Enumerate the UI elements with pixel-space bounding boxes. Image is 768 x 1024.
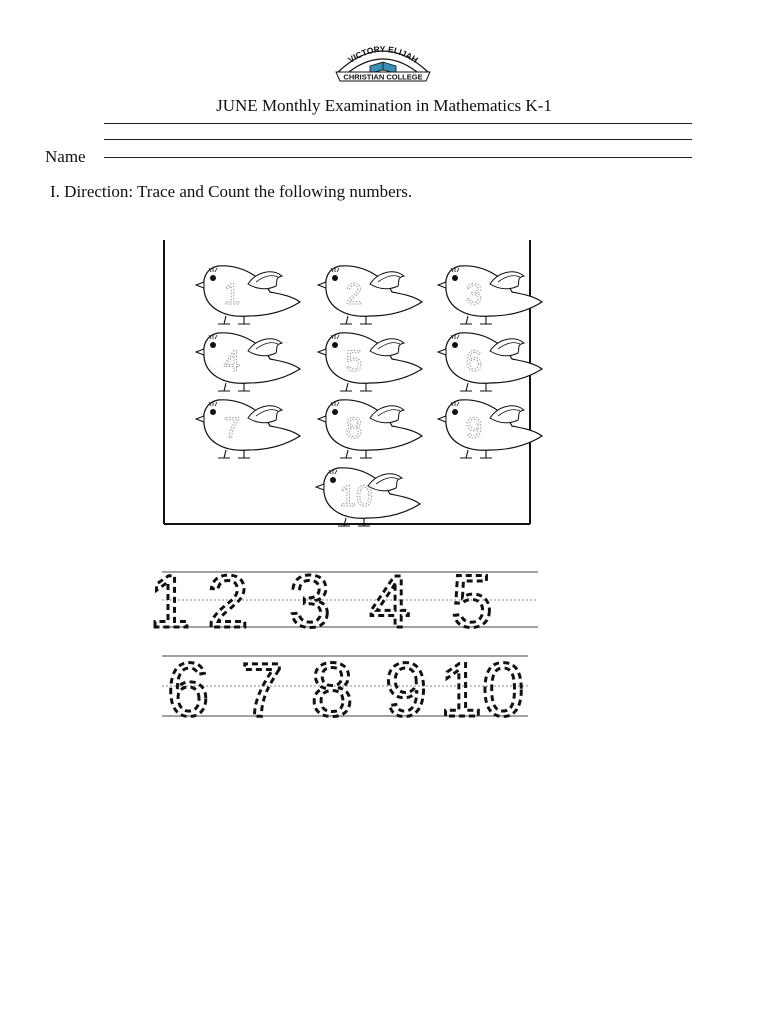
trace-digit-8: 8 <box>310 648 354 733</box>
bird-number: 5 <box>345 345 363 378</box>
trace-digit-6: 6 <box>166 648 210 733</box>
name-field[interactable] <box>104 157 692 158</box>
trace-digit-7: 7 <box>240 648 284 733</box>
trace-digit-4: 4 <box>369 560 411 643</box>
trace-digit-9: 9 <box>384 648 428 733</box>
bird-4 <box>196 333 300 391</box>
trace-row-1 <box>149 560 540 643</box>
bird-number: 3 <box>465 278 483 311</box>
bird-7 <box>196 400 300 458</box>
trace-digit-2: 2 <box>207 560 249 643</box>
direction-text: I. Direction: Trace and Count the following numbers. <box>50 182 413 201</box>
bird-number: 1 <box>223 278 241 311</box>
bird-2 <box>318 266 422 324</box>
bird-1 <box>196 266 300 324</box>
trace-digit-1: 1 <box>149 560 191 643</box>
bird-number: 9 <box>465 412 483 445</box>
bird-6 <box>438 333 542 391</box>
logo-bottom-text: CHRISTIAN COLLEGE <box>343 72 423 82</box>
exam-title: JUNE Monthly Examination in Mathematics K-1 <box>216 96 552 115</box>
open-book-icon <box>370 62 396 73</box>
trace-digit-10: 10 <box>439 648 525 733</box>
bird-number: 4 <box>223 345 241 378</box>
school-logo <box>334 40 432 82</box>
bird-number: 6 <box>465 345 483 378</box>
bird-number: 7 <box>223 412 241 445</box>
header-rule-1 <box>104 123 692 124</box>
bird-number: 2 <box>345 278 363 311</box>
bird-number: 10 <box>339 480 373 513</box>
bird-number: 8 <box>345 412 363 445</box>
name-label: Name <box>45 147 86 166</box>
bird-3 <box>438 266 542 324</box>
trace-digit-5: 5 <box>451 560 493 643</box>
bird-8 <box>318 400 422 458</box>
trace-row-2 <box>158 648 530 733</box>
logo-top-text: VICTORY ELIJAH <box>346 43 420 65</box>
bird-10 <box>316 468 420 526</box>
trace-digit-3: 3 <box>289 560 331 643</box>
bird-5 <box>318 333 422 391</box>
bird-9 <box>438 400 542 458</box>
header-rule-2 <box>104 139 692 140</box>
bird-tracing-box <box>160 240 534 528</box>
